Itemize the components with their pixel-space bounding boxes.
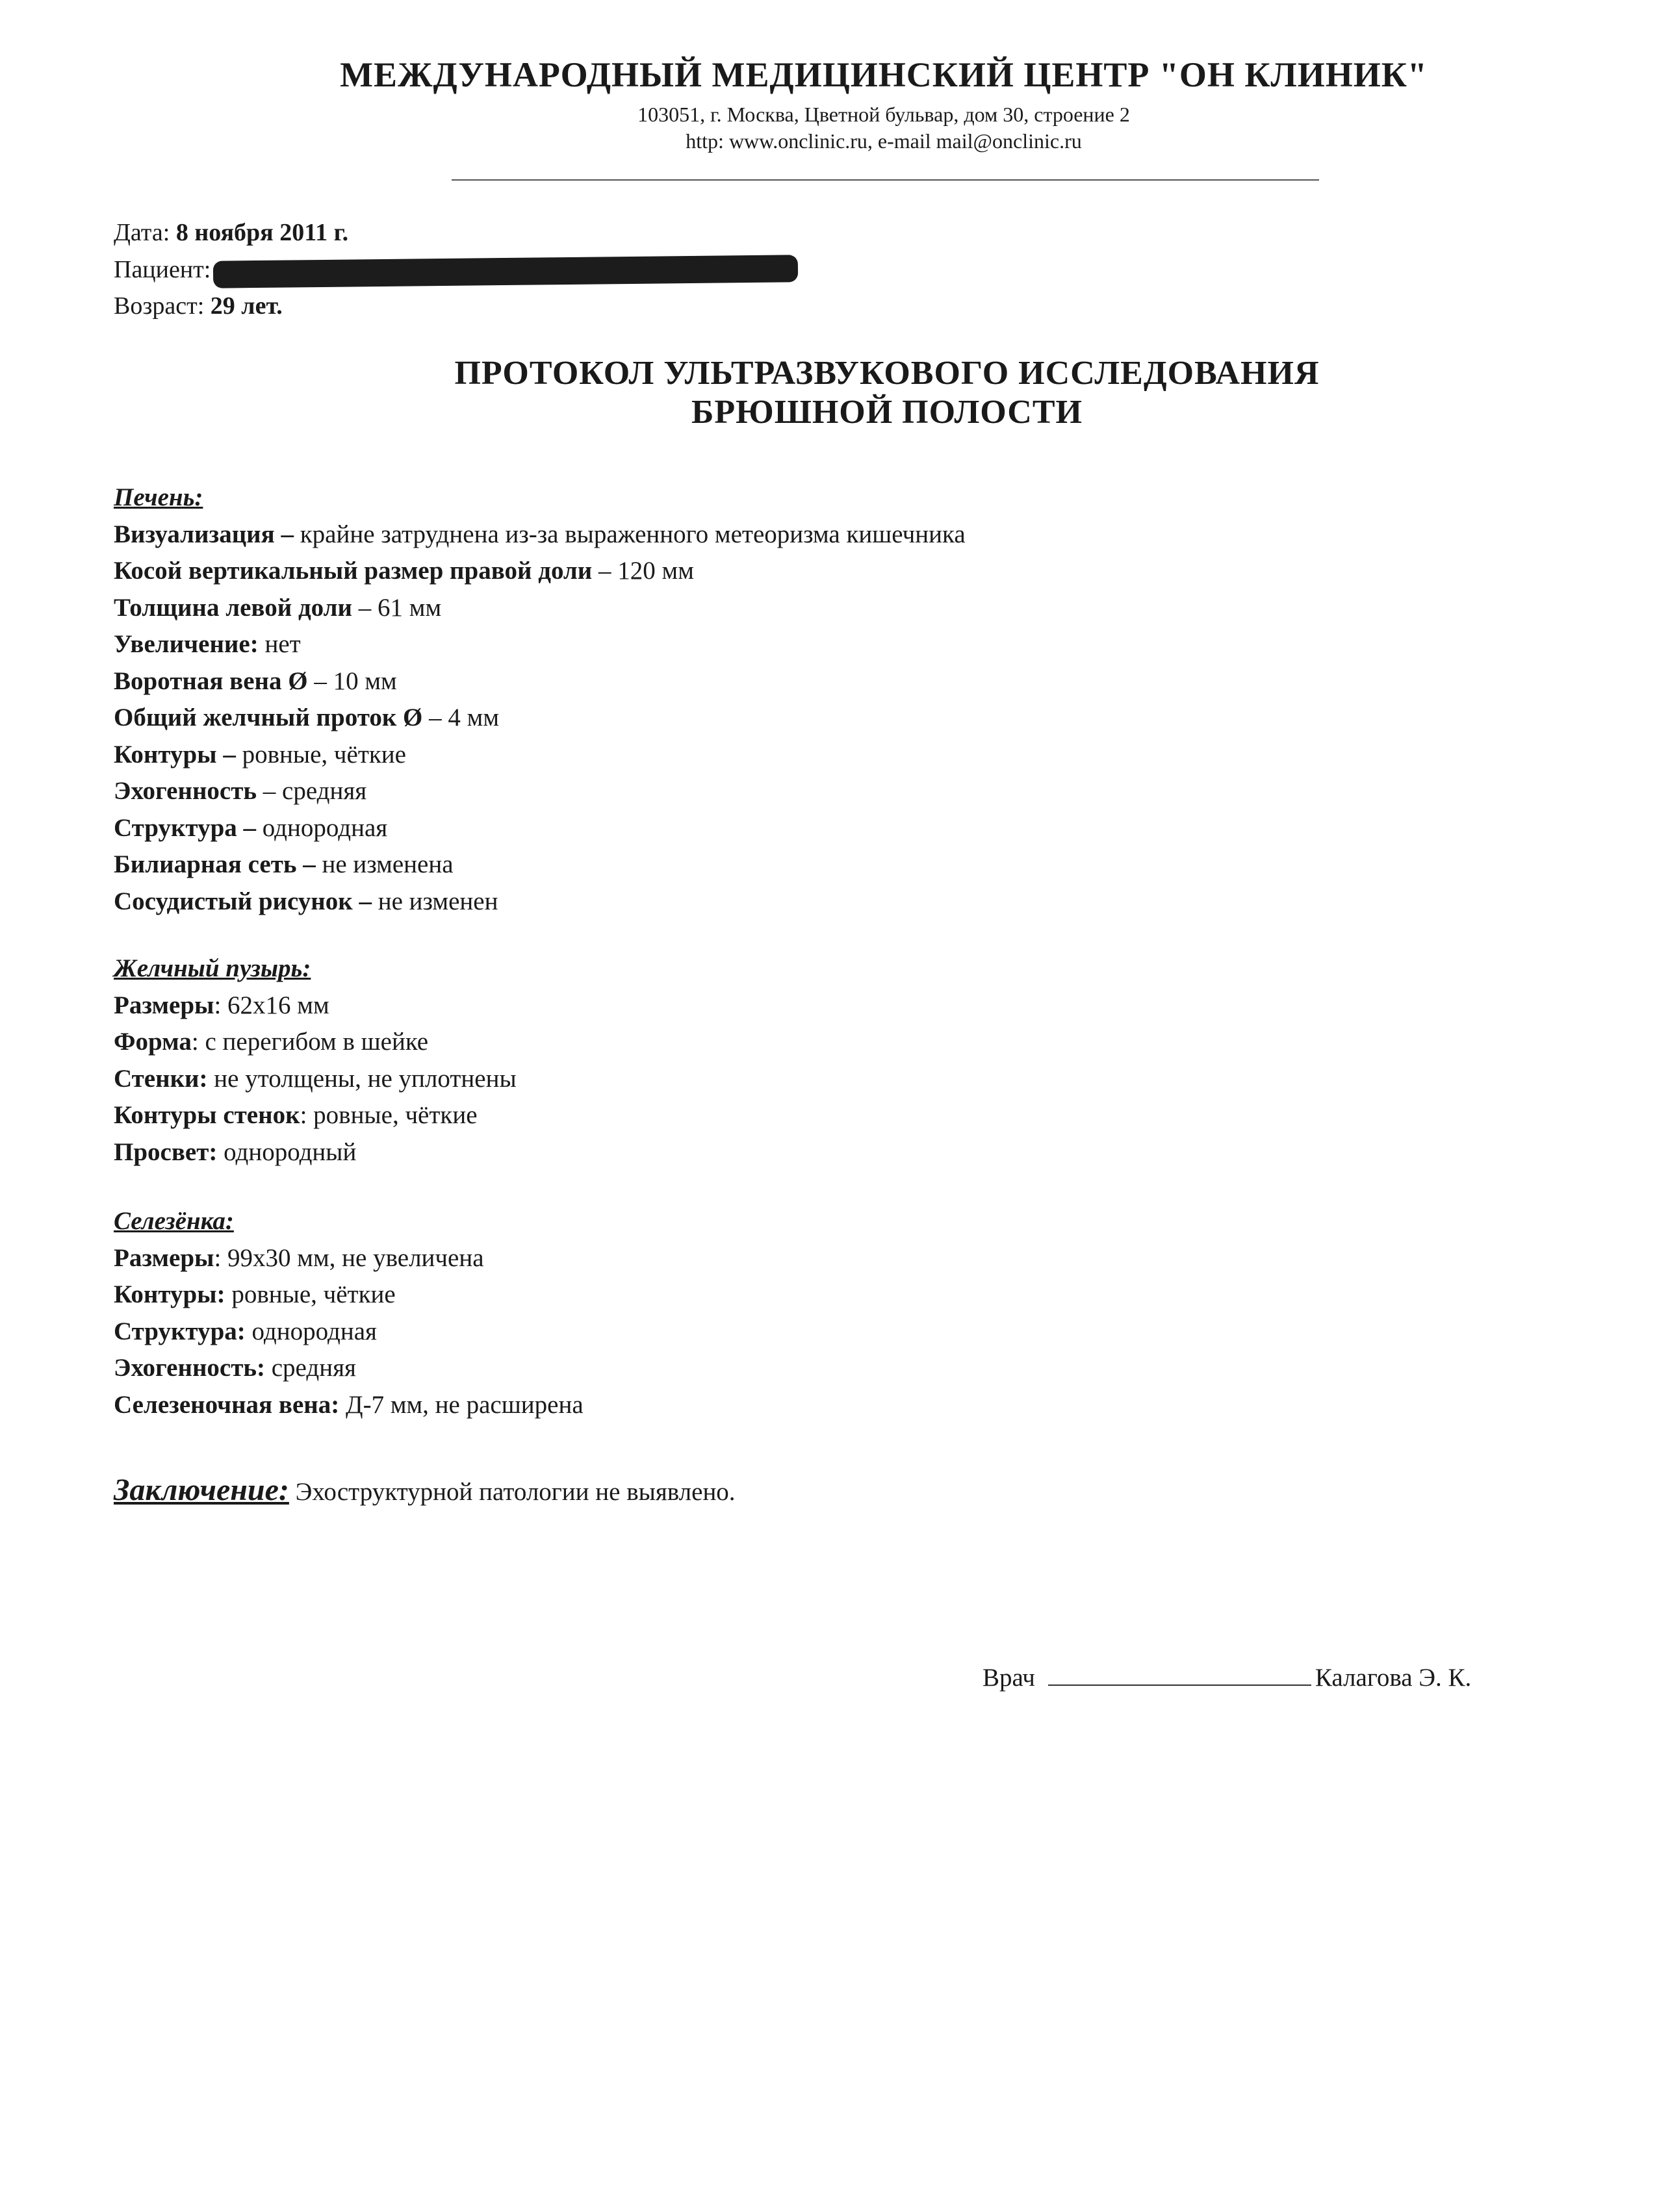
clinic-address: 103051, г. Москва, Цветной бульвар, дом 30, строение 2 (637, 103, 1130, 126)
gallbladder-section (114, 950, 517, 1171)
signature-field (1048, 1684, 1311, 1686)
conclusion (114, 1472, 736, 1510)
patient-line (114, 255, 798, 285)
date-label: Дата: (114, 219, 170, 246)
gallbladder-heading: Желчный пузырь: (114, 954, 311, 982)
date-value: 8 ноября 2011 г. (175, 219, 349, 246)
date-line (114, 218, 348, 248)
liver-row: Толщина левой доли – 61 мм (114, 593, 442, 622)
age-line (114, 291, 283, 321)
spleen-section (114, 1203, 584, 1423)
spleen-row: Структура: однородная (114, 1317, 377, 1345)
liver-section (114, 479, 966, 920)
signature-line (983, 1660, 1471, 1696)
clinic-contacts: http: www.onclinic.ru, e-mail mail@onclinic.ru (686, 129, 1082, 153)
gallbladder-row: Контуры стенок: ровные, чёткие (114, 1101, 478, 1129)
liver-row: Контуры – ровные, чёткие (114, 740, 406, 769)
gallbladder-row: Просвет: однородный (114, 1138, 357, 1166)
spleen-row: Селезеночная вена: Д-7 мм, не расширена (114, 1390, 584, 1419)
spleen-heading: Селезёнка: (114, 1207, 234, 1235)
liver-row: Общий желчный проток Ø – 4 мм (114, 704, 499, 731)
redacted-patient-name (213, 255, 798, 288)
liver-row: Визуализация – крайне затруднена из-за выраженного метеоризма кишечника (114, 520, 966, 548)
liver-row: Билиарная сеть – не изменена (114, 850, 454, 878)
signature-role: Врач (983, 1664, 1035, 1692)
conclusion-label: Заключение: (114, 1473, 289, 1507)
spleen-row: Эхогенность: средняя (114, 1354, 356, 1382)
age-label: Возраст: (114, 292, 205, 320)
spleen-row: Контуры: ровные, чёткие (114, 1280, 396, 1308)
liver-row: Увеличение: нет (114, 630, 301, 658)
gallbladder-row: Размеры: 62х16 мм (114, 991, 329, 1019)
gallbladder-row: Форма: с перегибом в шейке (114, 1028, 429, 1056)
clinic-name: МЕЖДУНАРОДНЫЙ МЕДИЦИНСКИЙ ЦЕНТР "ОН КЛИНИК" (340, 55, 1428, 94)
liver-row: Воротная вена Ø – 10 мм (114, 667, 397, 695)
liver-heading: Печень: (114, 483, 203, 511)
signature-name: Калагова Э. К. (1315, 1664, 1472, 1692)
header-divider (452, 179, 1319, 181)
liver-row: Структура – однородная (114, 813, 388, 842)
document-title-line-2: БРЮШНОЙ ПОЛОСТИ (691, 394, 1083, 431)
liver-row: Эхогенность – средняя (114, 777, 367, 805)
spleen-row: Размеры: 99х30 мм, не увеличена (114, 1243, 484, 1272)
patient-label: Пациент: (114, 256, 211, 283)
conclusion-text: Эхоструктурной патологии не выявлено. (289, 1478, 736, 1506)
liver-row: Косой вертикальный размер правой доли – 120 мм (114, 557, 694, 585)
age-value: 29 лет. (210, 292, 283, 320)
gallbladder-row: Стенки: не утолщены, не уплотнены (114, 1064, 517, 1093)
document-title-line-1: ПРОТОКОЛ УЛЬТРАЗВУКОВОГО ИССЛЕДОВАНИЯ (454, 355, 1320, 392)
liver-row: Сосудистый рисунок – не изменен (114, 887, 498, 915)
